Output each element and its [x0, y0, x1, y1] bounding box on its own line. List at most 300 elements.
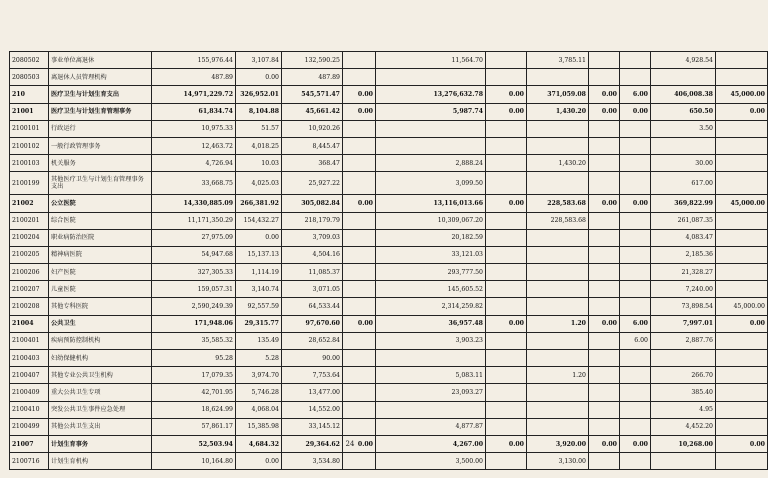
amount-cell-c10 — [651, 69, 716, 86]
amount-cell-c1: 42,701.95 — [152, 384, 236, 401]
amount-cell-c10: 4,452.20 — [651, 418, 716, 435]
subject-code-cell: 2100102 — [10, 137, 49, 154]
subject-name-cell: 离退休人员管理机构 — [49, 69, 152, 86]
subject-code-cell: 2100410 — [10, 401, 49, 418]
amount-cell-c6: 0.00 — [486, 195, 527, 212]
amount-cell-c8 — [589, 172, 620, 195]
amount-cell-c9: 0.00 — [620, 103, 651, 120]
amount-cell-c10: 369,822.99 — [651, 195, 716, 212]
amount-cell-c7 — [527, 401, 589, 418]
amount-cell-c6 — [486, 384, 527, 401]
amount-cell-c8: 0.00 — [589, 435, 620, 452]
subject-name-cell: 公立医院 — [49, 195, 152, 212]
amount-cell-c5: 5,987.74 — [376, 103, 486, 120]
subject-code-cell: 2100199 — [10, 172, 49, 195]
amount-cell-c7 — [527, 229, 589, 246]
amount-cell-c6 — [486, 281, 527, 298]
subject-code-cell: 21007 — [10, 435, 49, 452]
table-row — [10, 453, 768, 470]
amount-cell-c8 — [589, 298, 620, 315]
amount-cell-c5: 2,888.24 — [376, 155, 486, 172]
amount-cell-c9 — [620, 69, 651, 86]
amount-cell-c10: 10,268.00 — [651, 435, 716, 452]
amount-cell-c11: 0.00 — [716, 315, 768, 332]
amount-cell-c6 — [486, 418, 527, 435]
amount-cell-c10 — [651, 137, 716, 154]
table-row — [10, 281, 768, 298]
amount-cell-c8 — [589, 332, 620, 349]
amount-cell-c11 — [716, 418, 768, 435]
amount-cell-c8 — [589, 418, 620, 435]
subject-name-cell: 计划生育机构 — [49, 453, 152, 470]
amount-cell-c11: 45,000.00 — [716, 298, 768, 315]
table-row — [10, 120, 768, 137]
amount-cell-c7 — [527, 332, 589, 349]
amount-cell-c3: 3,534.80 — [282, 453, 343, 470]
amount-cell-c9 — [620, 298, 651, 315]
table-row — [10, 229, 768, 246]
subject-code-cell: 2100205 — [10, 246, 49, 263]
amount-cell-c2: 0.00 — [236, 453, 282, 470]
budget-expenditure-table — [9, 51, 768, 470]
amount-cell-c10: 7,997.01 — [651, 315, 716, 332]
amount-cell-c11 — [716, 137, 768, 154]
amount-cell-c3: 25,927.22 — [282, 172, 343, 195]
amount-cell-c7 — [527, 281, 589, 298]
amount-cell-c4 — [343, 418, 376, 435]
amount-cell-c9: 0.00 — [620, 435, 651, 452]
subject-code-cell: 2100208 — [10, 298, 49, 315]
amount-cell-c2: 5,746.28 — [236, 384, 282, 401]
subject-name-cell: 计划生育事务 — [49, 435, 152, 452]
amount-cell-c6 — [486, 332, 527, 349]
amount-cell-c7 — [527, 384, 589, 401]
amount-cell-c10: 4,928.54 — [651, 52, 716, 69]
amount-cell-c11 — [716, 52, 768, 69]
amount-cell-c11 — [716, 453, 768, 470]
amount-cell-c7: 1.20 — [527, 367, 589, 384]
subject-name-cell: 公共卫生 — [49, 315, 152, 332]
amount-cell-c6 — [486, 367, 527, 384]
subject-code-cell: 2100716 — [10, 453, 49, 470]
amount-cell-c9: 6.00 — [620, 315, 651, 332]
amount-cell-c4 — [343, 264, 376, 281]
amount-cell-c10: 406,008.38 — [651, 86, 716, 103]
amount-cell-c10: 4,083.47 — [651, 229, 716, 246]
table-row — [10, 86, 768, 103]
table-row — [10, 401, 768, 418]
amount-cell-c11 — [716, 264, 768, 281]
amount-cell-c10 — [651, 350, 716, 367]
amount-cell-c8 — [589, 69, 620, 86]
amount-cell-c5: 3,903.23 — [376, 332, 486, 349]
amount-cell-c3: 368.47 — [282, 155, 343, 172]
amount-cell-c2: 15,385.98 — [236, 418, 282, 435]
amount-cell-c5: 4,877.87 — [376, 418, 486, 435]
amount-cell-c8 — [589, 229, 620, 246]
amount-cell-c8: 0.00 — [589, 315, 620, 332]
amount-cell-c7 — [527, 298, 589, 315]
amount-cell-c1: 487.89 — [152, 69, 236, 86]
amount-cell-c9 — [620, 453, 651, 470]
amount-cell-c1: 12,463.72 — [152, 137, 236, 154]
amount-cell-c10: 2,887.76 — [651, 332, 716, 349]
amount-cell-c11 — [716, 229, 768, 246]
amount-cell-c7 — [527, 172, 589, 195]
amount-cell-c1: 14,330,885.09 — [152, 195, 236, 212]
subject-code-cell: 210 — [10, 86, 49, 103]
amount-cell-c2: 0.00 — [236, 69, 282, 86]
subject-name-cell: 儿童医院 — [49, 281, 152, 298]
amount-cell-c5: 2,314,259.82 — [376, 298, 486, 315]
amount-cell-c3: 33,145.12 — [282, 418, 343, 435]
amount-cell-c5 — [376, 137, 486, 154]
amount-cell-c2: 135.49 — [236, 332, 282, 349]
amount-cell-c1: 27,975.09 — [152, 229, 236, 246]
subject-name-cell: 其他专业公共卫生机构 — [49, 367, 152, 384]
amount-cell-c3: 3,071.05 — [282, 281, 343, 298]
amount-cell-c9 — [620, 281, 651, 298]
amount-cell-c7: 3,920.00 — [527, 435, 589, 452]
amount-cell-c3: 10,920.26 — [282, 120, 343, 137]
amount-cell-c2: 154,432.27 — [236, 212, 282, 229]
amount-cell-c11 — [716, 172, 768, 195]
table-row — [10, 315, 768, 332]
amount-cell-c6 — [486, 298, 527, 315]
subject-code-cell: 2100101 — [10, 120, 49, 137]
amount-cell-c5: 11,564.70 — [376, 52, 486, 69]
subject-name-cell: 其他公共卫生支出 — [49, 418, 152, 435]
amount-cell-c11 — [716, 350, 768, 367]
amount-cell-c4 — [343, 384, 376, 401]
table-row — [10, 172, 768, 195]
subject-code-cell: 2100201 — [10, 212, 49, 229]
amount-cell-c10: 650.50 — [651, 103, 716, 120]
amount-cell-c4 — [343, 52, 376, 69]
amount-cell-c6 — [486, 264, 527, 281]
amount-cell-c3: 97,670.60 — [282, 315, 343, 332]
subject-name-cell: 重大公共卫生专项 — [49, 384, 152, 401]
amount-cell-c1: 2,590,249.39 — [152, 298, 236, 315]
amount-cell-c3: 487.89 — [282, 69, 343, 86]
amount-cell-c6 — [486, 229, 527, 246]
amount-cell-c3: 218,179.79 — [282, 212, 343, 229]
amount-cell-c10: 7,240.00 — [651, 281, 716, 298]
subject-name-cell: 医疗卫生与计划生育管理事务 — [49, 103, 152, 120]
subject-name-cell: 妇产医院 — [49, 264, 152, 281]
amount-cell-c4 — [343, 401, 376, 418]
amount-cell-c1: 57,861.17 — [152, 418, 236, 435]
amount-cell-c11: 0.00 — [716, 435, 768, 452]
table-row — [10, 246, 768, 263]
amount-cell-c8 — [589, 52, 620, 69]
amount-cell-c11 — [716, 69, 768, 86]
amount-cell-c10: 2,185.36 — [651, 246, 716, 263]
amount-cell-c3: 64,533.44 — [282, 298, 343, 315]
amount-cell-c8: 0.00 — [589, 103, 620, 120]
amount-cell-c6 — [486, 246, 527, 263]
amount-cell-c2: 3,107.84 — [236, 52, 282, 69]
amount-cell-c2: 326,952.01 — [236, 86, 282, 103]
subject-code-cell: 2100204 — [10, 229, 49, 246]
amount-cell-c6 — [486, 137, 527, 154]
amount-cell-c8 — [589, 264, 620, 281]
table-row — [10, 332, 768, 349]
amount-cell-c6 — [486, 350, 527, 367]
amount-cell-c4 — [343, 120, 376, 137]
amount-cell-c11 — [716, 332, 768, 349]
table-row — [10, 155, 768, 172]
amount-cell-c9 — [620, 246, 651, 263]
amount-cell-c1: 52,503.94 — [152, 435, 236, 452]
subject-name-cell: 疾病预防控制机构 — [49, 332, 152, 349]
amount-cell-c5 — [376, 120, 486, 137]
amount-cell-c11 — [716, 246, 768, 263]
amount-cell-c2: 1,114.19 — [236, 264, 282, 281]
amount-cell-c7: 1,430.20 — [527, 103, 589, 120]
subject-code-cell: 2100499 — [10, 418, 49, 435]
amount-cell-c1: 159,057.31 — [152, 281, 236, 298]
amount-cell-c7 — [527, 120, 589, 137]
amount-cell-c7 — [527, 246, 589, 263]
amount-cell-c9 — [620, 401, 651, 418]
subject-name-cell: 医疗卫生与计划生育支出 — [49, 86, 152, 103]
amount-cell-c5: 10,309,067.20 — [376, 212, 486, 229]
table-row — [10, 298, 768, 315]
amount-cell-c5: 20,182.59 — [376, 229, 486, 246]
amount-cell-c7: 228,583.68 — [527, 212, 589, 229]
subject-code-cell: 2100207 — [10, 281, 49, 298]
amount-cell-c11 — [716, 384, 768, 401]
amount-cell-c6: 0.00 — [486, 103, 527, 120]
amount-cell-c2: 92,557.59 — [236, 298, 282, 315]
table-row — [10, 367, 768, 384]
amount-cell-c10: 617.00 — [651, 172, 716, 195]
amount-cell-c1: 11,171,350.29 — [152, 212, 236, 229]
amount-cell-c9 — [620, 350, 651, 367]
amount-cell-c10: 266.70 — [651, 367, 716, 384]
amount-cell-c8: 0.00 — [589, 195, 620, 212]
table-row — [10, 52, 768, 69]
subject-code-cell: 2100103 — [10, 155, 49, 172]
amount-cell-c1: 10,164.80 — [152, 453, 236, 470]
amount-cell-c6 — [486, 401, 527, 418]
amount-cell-c9 — [620, 384, 651, 401]
subject-code-cell: 2100403 — [10, 350, 49, 367]
amount-cell-c2: 266,381.92 — [236, 195, 282, 212]
amount-cell-c7: 1.20 — [527, 315, 589, 332]
amount-cell-c4 — [343, 298, 376, 315]
amount-cell-c5: 293,777.50 — [376, 264, 486, 281]
amount-cell-c4 — [343, 155, 376, 172]
amount-cell-c2: 3,140.74 — [236, 281, 282, 298]
amount-cell-c5: 13,276,632.78 — [376, 86, 486, 103]
amount-cell-c4: 0.00 — [343, 435, 376, 452]
table-row — [10, 195, 768, 212]
amount-cell-c4: 0.00 — [343, 103, 376, 120]
amount-cell-c6 — [486, 155, 527, 172]
amount-cell-c7: 3,785.11 — [527, 52, 589, 69]
amount-cell-c11: 0.00 — [716, 103, 768, 120]
subject-name-cell: 事业单位离退休 — [49, 52, 152, 69]
subject-code-cell: 2080503 — [10, 69, 49, 86]
table-row — [10, 418, 768, 435]
amount-cell-c4 — [343, 453, 376, 470]
amount-cell-c8 — [589, 155, 620, 172]
amount-cell-c9 — [620, 418, 651, 435]
amount-cell-c9 — [620, 155, 651, 172]
subject-code-cell: 2100206 — [10, 264, 49, 281]
amount-cell-c4 — [343, 229, 376, 246]
amount-cell-c8 — [589, 137, 620, 154]
subject-name-cell: 综合医院 — [49, 212, 152, 229]
amount-cell-c9 — [620, 172, 651, 195]
subject-name-cell: 职业病防治医院 — [49, 229, 152, 246]
amount-cell-c5: 5,083.11 — [376, 367, 486, 384]
amount-cell-c3: 305,082.84 — [282, 195, 343, 212]
amount-cell-c6 — [486, 453, 527, 470]
amount-cell-c9 — [620, 52, 651, 69]
amount-cell-c9 — [620, 264, 651, 281]
amount-cell-c8 — [589, 350, 620, 367]
amount-cell-c2: 3,974.70 — [236, 367, 282, 384]
amount-cell-c9 — [620, 367, 651, 384]
amount-cell-c4 — [343, 69, 376, 86]
amount-cell-c10 — [651, 453, 716, 470]
amount-cell-c11 — [716, 155, 768, 172]
amount-cell-c4 — [343, 246, 376, 263]
amount-cell-c8 — [589, 212, 620, 229]
amount-cell-c7 — [527, 264, 589, 281]
amount-cell-c6: 0.00 — [486, 315, 527, 332]
amount-cell-c4 — [343, 172, 376, 195]
table-body — [10, 52, 768, 470]
amount-cell-c9: 6.00 — [620, 332, 651, 349]
table-row — [10, 264, 768, 281]
amount-cell-c4 — [343, 332, 376, 349]
amount-cell-c1: 95.28 — [152, 350, 236, 367]
amount-cell-c3: 90.00 — [282, 350, 343, 367]
amount-cell-c2: 4,025.03 — [236, 172, 282, 195]
table-row — [10, 350, 768, 367]
amount-cell-c2: 15,137.13 — [236, 246, 282, 263]
amount-cell-c1: 54,947.68 — [152, 246, 236, 263]
amount-cell-c2: 4,068.04 — [236, 401, 282, 418]
amount-cell-c4 — [343, 350, 376, 367]
amount-cell-c7: 3,130.00 — [527, 453, 589, 470]
amount-cell-c7: 371,059.08 — [527, 86, 589, 103]
amount-cell-c3: 545,571.47 — [282, 86, 343, 103]
amount-cell-c4 — [343, 212, 376, 229]
amount-cell-c7: 228,583.68 — [527, 195, 589, 212]
amount-cell-c6 — [486, 52, 527, 69]
amount-cell-c2: 5.28 — [236, 350, 282, 367]
amount-cell-c1: 17,079.35 — [152, 367, 236, 384]
amount-cell-c10: 4.95 — [651, 401, 716, 418]
amount-cell-c3: 45,661.42 — [282, 103, 343, 120]
amount-cell-c9 — [620, 212, 651, 229]
table-row — [10, 137, 768, 154]
amount-cell-c10: 261,087.35 — [651, 212, 716, 229]
amount-cell-c11 — [716, 120, 768, 137]
amount-cell-c2: 8,104.88 — [236, 103, 282, 120]
amount-cell-c5: 3,500.00 — [376, 453, 486, 470]
subject-code-cell: 21004 — [10, 315, 49, 332]
amount-cell-c6: 0.00 — [486, 86, 527, 103]
amount-cell-c7 — [527, 350, 589, 367]
amount-cell-c3: 13,477.00 — [282, 384, 343, 401]
amount-cell-c7: 1,430.20 — [527, 155, 589, 172]
amount-cell-c2: 29,315.77 — [236, 315, 282, 332]
amount-cell-c11: 45,000.00 — [716, 195, 768, 212]
amount-cell-c6: 0.00 — [486, 435, 527, 452]
amount-cell-c3: 11,085.37 — [282, 264, 343, 281]
amount-cell-c9: 6.00 — [620, 86, 651, 103]
amount-cell-c8: 0.00 — [589, 86, 620, 103]
amount-cell-c2: 4,018.25 — [236, 137, 282, 154]
subject-name-cell: 行政运行 — [49, 120, 152, 137]
amount-cell-c10: 73,898.54 — [651, 298, 716, 315]
amount-cell-c8 — [589, 453, 620, 470]
amount-cell-c4 — [343, 137, 376, 154]
amount-cell-c8 — [589, 246, 620, 263]
amount-cell-c3: 14,552.00 — [282, 401, 343, 418]
subject-name-cell: 其他专科医院 — [49, 298, 152, 315]
amount-cell-c1: 14,971,229.72 — [152, 86, 236, 103]
amount-cell-c4: 0.00 — [343, 195, 376, 212]
subject-name-cell: 精神病医院 — [49, 246, 152, 263]
amount-cell-c5: 36,957.48 — [376, 315, 486, 332]
page-number: 24 — [345, 440, 355, 448]
amount-cell-c8 — [589, 384, 620, 401]
amount-cell-c10: 30.00 — [651, 155, 716, 172]
amount-cell-c1: 35,585.32 — [152, 332, 236, 349]
amount-cell-c9: 0.00 — [620, 195, 651, 212]
amount-cell-c9 — [620, 137, 651, 154]
amount-cell-c9 — [620, 229, 651, 246]
amount-cell-c11 — [716, 401, 768, 418]
table-row — [10, 384, 768, 401]
amount-cell-c6 — [486, 172, 527, 195]
amount-cell-c2: 10.03 — [236, 155, 282, 172]
amount-cell-c1: 18,624.99 — [152, 401, 236, 418]
amount-cell-c1: 4,726.94 — [152, 155, 236, 172]
amount-cell-c4 — [343, 281, 376, 298]
subject-name-cell: 突发公共卫生事件应急处理 — [49, 401, 152, 418]
subject-code-cell: 21001 — [10, 103, 49, 120]
amount-cell-c8 — [589, 281, 620, 298]
amount-cell-c6 — [486, 120, 527, 137]
subject-code-cell: 21002 — [10, 195, 49, 212]
amount-cell-c4: 0.00 — [343, 86, 376, 103]
amount-cell-c5: 145,605.52 — [376, 281, 486, 298]
amount-cell-c3: 4,504.16 — [282, 246, 343, 263]
amount-cell-c1: 10,975.33 — [152, 120, 236, 137]
subject-code-cell: 2100407 — [10, 367, 49, 384]
amount-cell-c5 — [376, 401, 486, 418]
amount-cell-c3: 28,652.84 — [282, 332, 343, 349]
table-row — [10, 69, 768, 86]
amount-cell-c7 — [527, 418, 589, 435]
amount-cell-c9 — [620, 120, 651, 137]
amount-cell-c11 — [716, 281, 768, 298]
amount-cell-c5: 13,116,013.66 — [376, 195, 486, 212]
amount-cell-c8 — [589, 120, 620, 137]
amount-cell-c7 — [527, 137, 589, 154]
amount-cell-c8 — [589, 367, 620, 384]
subject-name-cell: 机关服务 — [49, 155, 152, 172]
table-row — [10, 212, 768, 229]
